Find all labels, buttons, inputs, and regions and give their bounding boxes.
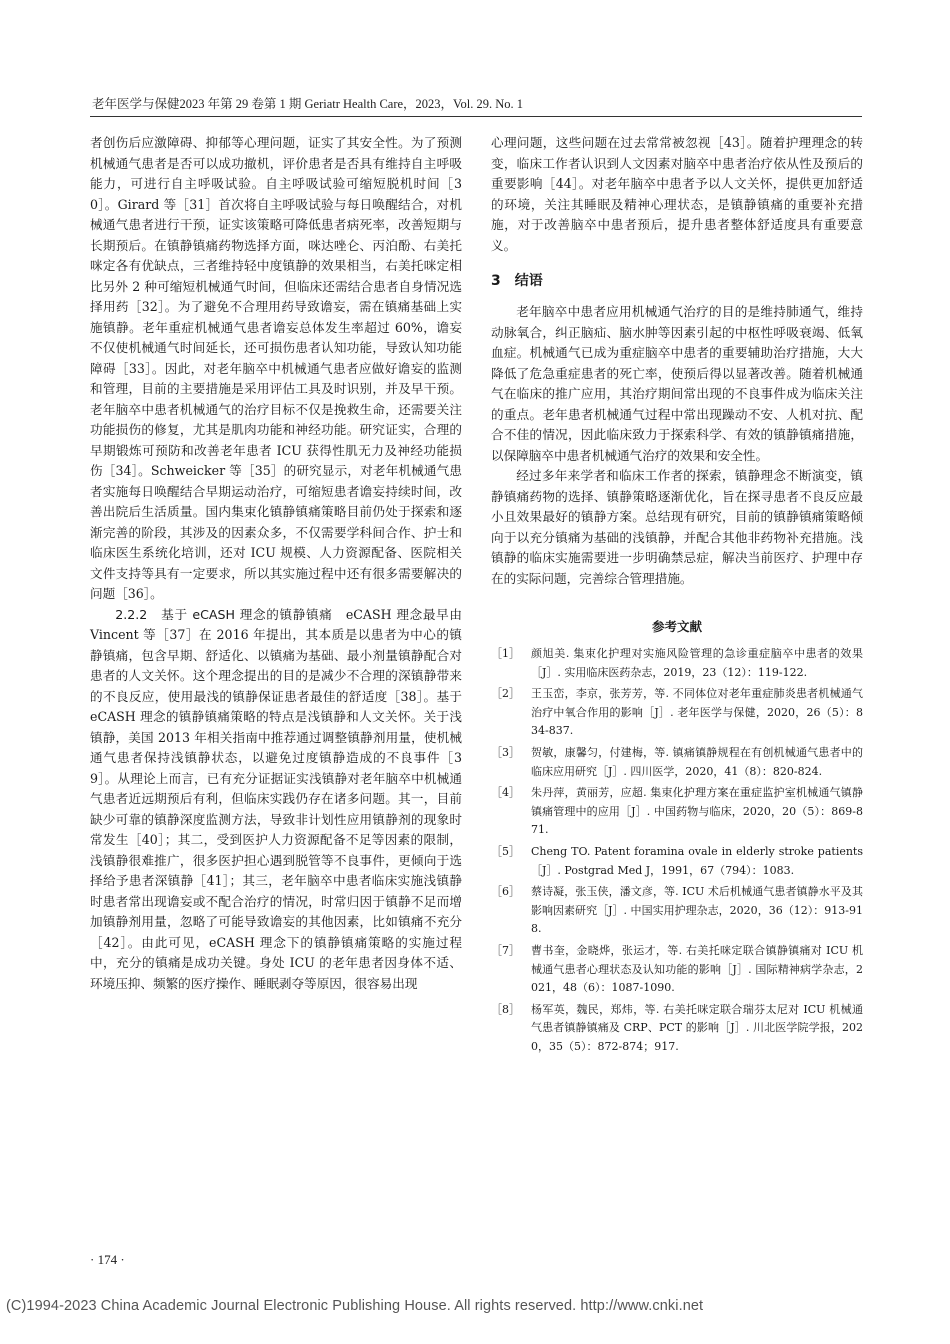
reference-item <box>491 843 863 880</box>
conclusion-paragraph-1: 老年脑卒中患者应用机械通气治疗的目的是维持肺通气，维持动脉氧合，纠正脑疝、脑水肿等因素引起的中枢性呼吸衰竭、低氧血症。机械通气已成为重症脑卒中患者的重要辅助治疗措施，大大降低了危急重症患者的死亡率，使预后得以显著改善。随着机械通气在临床的推广应用，其治疗期间常出现的不良事件成为临床关注的重点。老年患者机械通气过程中常出现躁动不安、人机对抗、配合不佳的情况，因此临床致力于探索科学、有效的镇静镇痛措施，以保障脑卒中患者机械通气治疗的效果和安全性。 <box>491 304 863 463</box>
reference-item <box>491 645 863 682</box>
conclusion-paragraph-2: 经过多年来学者和临床工作者的探索，镇静理念不断演变，镇静镇痛药物的选择、镇静策略逐渐优化，旨在探寻患者不良反应最小且效果最好的镇静方案。总结现有研究，目前的镇静镇痛策略倾向于以充分镇痛为基础的浅镇静，并配合其他非药物补充措施。浅镇静的临床实施需要进一步明确禁忌症，解决当前医疗、护理中存在的实际问题，完善综合管理措施。 <box>491 468 863 586</box>
left-paragraph-2 <box>90 605 462 995</box>
reference-text: Cheng TO. Patent foramina ovale in elderly stroke patients［J］. Postgrad Med J，1991，67（794）：1083. <box>531 844 863 877</box>
section-number: 3 <box>491 273 501 289</box>
left-paragraph-1: 者创伤后应激障碍、抑郁等心理问题，证实了其安全性。为了预测机械通气患者是否可以成功撤机，评价患者是否具有维持自主呼吸能力，可进行自主呼吸试验。自主呼吸试验可缩短脱机时间［30］。Girard 等［31］首次将自主呼吸试验与每日唤醒结合，对机械通气患者进行干预，证实该策略可降低患者病死率，改善短期与长期预后。在镇静镇痛药物选择方面，咪达唑仑、丙泊酚、右美托咪定各有优缺点，三者维持轻中度镇静的效果相当，右美托咪定相比另外 2 种可缩短机械通气时间，但临床还需结合患者自身情况选择用药［32］。为了避免不合理用药导致谵妄，需在镇痛基础上实施镇静。老年重症机械通气患者谵妄总体发生率超过 60%，谵妄不仅使机械通气时间延长，还可损伤患者认知功能，导致认知功能障碍［33］。因此，对老年脑卒中机械通气患者应做好谵妄的监测和管理，目前的主要措施是采用评估工具及时识别，并及早干预。老年脑卒中患者机械通气的治疗目标不仅是挽救生命，还需要关注功能损伤的修复，尤其是肌肉功能和神经功能。研究证实，合理的早期锻炼可预防和改善老年患者 ICU 获得性肌无力及神经功能损伤［34］。Schweicker 等［35］的研究显示，对老年机械通气患者实施每日唤醒结合早期运动治疗，可缩短患者谵妄持续时间，改善出院后生活质量。国内集束化镇静镇痛策略目前仍处于探索和逐渐完善的阶段，其涉及的因素众多，不仅需要学科间合作、护士和临床医生系统化培训，还对 ICU 规模、人力资源配备、医院相关文件支持等具有一定要求，所以其实施过程中还有很多需要解决的问题［36］。 <box>90 135 462 601</box>
reference-number: ［4］ <box>491 786 520 800</box>
header-rule <box>90 116 862 117</box>
reference-number: ［8］ <box>491 1002 520 1016</box>
copyright-footer: (C)1994-2023 China Academic Journal Electronic Publishing House. All rights reserved. http://www.cnki.net <box>6 1298 704 1314</box>
reference-item <box>491 883 863 939</box>
reference-number: ［3］ <box>491 745 520 759</box>
reference-item <box>491 942 863 998</box>
reference-item <box>491 744 863 781</box>
references-title: 参考文献 <box>651 619 702 634</box>
reference-text: 贺敏，康馨匀，付建梅，等. 镇痛镇静规程在有创机械通气患者中的临床应用研究［J］. 四川医学，2020，41（8）：820-824. <box>531 745 863 778</box>
reference-text: 曹书奎，金晓烨，张运才，等. 右美托咪定联合镇静镇痛对 ICU 机械通气患者心理状态及认知功能的影响［J］. 国际精神病学杂志，2021，48（6）：1087-1090. <box>531 943 863 995</box>
subsection-body: eCASH 理念最早由 Vincent 等［37］在 2016 年提出，其本质是以患者为中心的镇静镇痛，包含早期、舒适化、以镇痛为基础、最小剂量镇静配合对患者的人文关怀。这个理念提出的目的是减少不合理的深镇静带来的不良反应，使用最浅的镇静保证患者最佳的舒适度［38］。基于 eCASH 理念的镇静镇痛策略的特点是浅镇静和人文关怀。关于浅镇静，美国 2013 年相关指南中推荐通过调整镇静剂用量，使机械通气患者保持浅镇静状态，以避免过度镇静造成的不良事件［39］。从理论上而言，已有充分证据证实浅镇静对老年脑卒中机械通气患者近远期预后有利，但临床实践仍存在诸多问题。其一，目前缺少可靠的镇静深度监测方法，导致非计划性应用镇静剂的现象时常发生［40］；其二，受到医护人力资源配备不足等因素的限制，浅镇静很难推广，很多医护担心遇到脱管等不良事件，更倾向于选择给予患者深镇静［41］；其三，老年脑卒中患者临床实施浅镇静时患者常出现谵妄或不配合治疗的情况，时常归因于镇静不足而增加镇静剂用量，忽略了可能导致谵妄的其他因素，比如镇痛不充分［42］。由此可见，eCASH 理念下的镇静镇痛策略的实施过程中，充分的镇痛是成功关键。身处 ICU 的老年患者因身体不适、环境压抑、频繁的医疗操作、睡眠剥夺等原因，很容易出现 <box>90 606 462 991</box>
reference-text: 颜旭美. 集束化护理对实施风险管理的急诊重症脑卒中患者的效果［J］. 实用临床医药杂志，2019，23（12）：119-122. <box>531 647 863 679</box>
reference-item <box>491 685 863 741</box>
reference-text: 蔡诗凝，张玉侠，潘文彦，等. ICU 术后机械通气患者镇静水平及其影响因素研究［J］. 中国实用护理杂志，2020，36（12）：913-918. <box>531 885 863 936</box>
right-column <box>491 133 863 1059</box>
reference-list <box>491 645 863 1056</box>
reference-item <box>491 784 863 840</box>
reference-number: ［6］ <box>491 885 520 899</box>
subsection-heading: 2.2.2 基于 eCASH 理念的镇静镇痛 <box>115 606 333 622</box>
reference-number: ［7］ <box>491 943 520 957</box>
reference-text: 王玉峦，李京，张芳芳，等. 不同体位对老年重症肺炎患者机械通气治疗中氧合作用的影响［J］. 老年医学与保健，2020，26（5）：834-837. <box>531 687 863 738</box>
reference-number: ［1］ <box>491 647 520 660</box>
section-heading <box>491 270 863 290</box>
running-header: 老年医学与保健2023 年第 29 卷第 1 期 Geriatr Health Care，2023，Vol. 29. No. 1 <box>92 97 523 111</box>
right-paragraph-1: 心理问题，这些问题在过去常常被忽视［43］。随着护理理念的转变，临床工作者认识到人文因素对脑卒中患者治疗依从性及预后的重要影响［44］。对老年脑卒中患者予以人文关怀，提供更加舒适的环境，关注其睡眠及精神心理状态，是镇静镇痛的重要补充措施，对于改善脑卒中患者预后，提升患者整体舒适度具有重要意义。 <box>491 135 863 253</box>
reference-number: ［5］ <box>491 844 520 858</box>
page-number: · 174 · <box>90 1252 125 1267</box>
reference-text: 杨军英，魏民，郑炜，等. 右美托咪定联合瑞芬太尼对 ICU 机械通气患者镇静镇痛及 CRP、PCT 的影响［J］. 川北医学院学报，2020，35（5）：872-874；917. <box>531 1002 863 1053</box>
reference-item <box>491 1001 863 1057</box>
left-column <box>90 133 462 994</box>
reference-text: 朱丹萍，黄丽芳，应超. 集束化护理方案在重症监护室机械通气镇静镇痛管理中的应用［J］. 中国药物与临床，2020，20（5）：869-871. <box>531 786 863 837</box>
section-title: 结语 <box>514 273 543 289</box>
reference-number: ［2］ <box>491 687 520 701</box>
